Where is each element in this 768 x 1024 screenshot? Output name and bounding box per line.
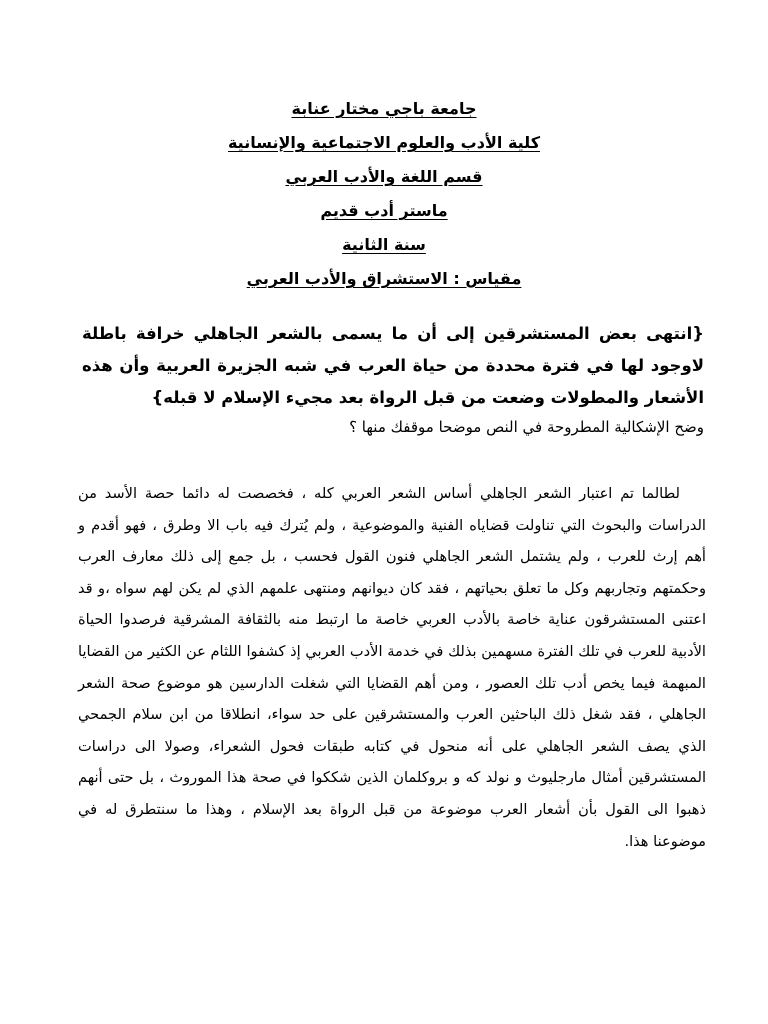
- answer-body: [78, 478, 706, 857]
- document-header: [0, 92, 768, 296]
- module-title: مقياس : الاستشراق والأدب العربي: [246, 269, 522, 288]
- question-quote: {انتهى بعض المستشرقين إلى أن ما يسمى بالشعر الجاهلي خرافة باطلة لاوجود لها في فترة محددة من حياة العرب في شبه الجزيرة العربية وأن هذه الأشعار والمطولات وضعت من قبل الرواة بعد مجيء الإسلام لا قبله}: [82, 324, 704, 407]
- department-name: قسم اللغة والأدب العربي: [285, 167, 483, 186]
- answer-paragraph: لطالما تم اعتبار الشعر الجاهلي أساس الشعر العربي كله ، فخصصت له دائما حصة الأسد من الدراسات والبحوث التي تناولت قضاياه الفنية والموضوعية ، ولم يُترك فيه باب الا وطرق ، فهو أقدم و أهم إرث للعرب ، ولم يشتمل الشعر الجاهلي فنون القول فحسب ، بل جمع إلى ذلك معارف العرب وحكمتهم وتجاربهم وكل ما تعلق بحياتهم ، فقد كان ديوانهم ومنتهى علمهم الذي لم يكن لهم سواه ،و قد اعتنى المستشرقون عناية خاصة بالأدب العربي خاصة ما ارتبط منه بالثقافة المشرقية فرصدوا الحياة الأدبية للعرب في تلك الفترة مسهمين بذلك في خدمة الأدب العربي إذ كشفوا اللثام عن الكثير من القضايا المبهمة فيما يخص أدب تلك العصور ، ومن أهم القضايا التي شغلت الدارسين هو موضوع صحة الشعر الجاهلي ، فقد شغل ذلك الباحثين العرب والمستشرقين على حد سواء، انطلاقا من ابن سلام الجمحي الذي يصف الشعر الجاهلي على أنه منحول في كتابه طبقات فحول الشعراء، وصولا الى دراسات المستشرقين أمثال مارجليوث و نولد كه و بروكلمان الذين شككوا في صحة هذا الموروث ، بل حتى أنهم ذهبوا الى القول بأن أشعار العرب موضوعة من قبل الرواة بعد الإسلام ، وهذا ما سنتطرق له في موضوعنا هذا.: [78, 485, 706, 850]
- faculty-name: كلية الأدب والعلوم الاجتماعية والإنسانية: [227, 133, 541, 152]
- question-instruction: وضح الإشكالية المطروحة في النص موضحا موقفك منها ؟: [349, 418, 704, 436]
- program-name: ماستر أدب قديم: [320, 201, 448, 220]
- study-year: سنة الثانية: [342, 235, 426, 254]
- university-name: جامعة باجي مختار عنابة: [291, 99, 477, 118]
